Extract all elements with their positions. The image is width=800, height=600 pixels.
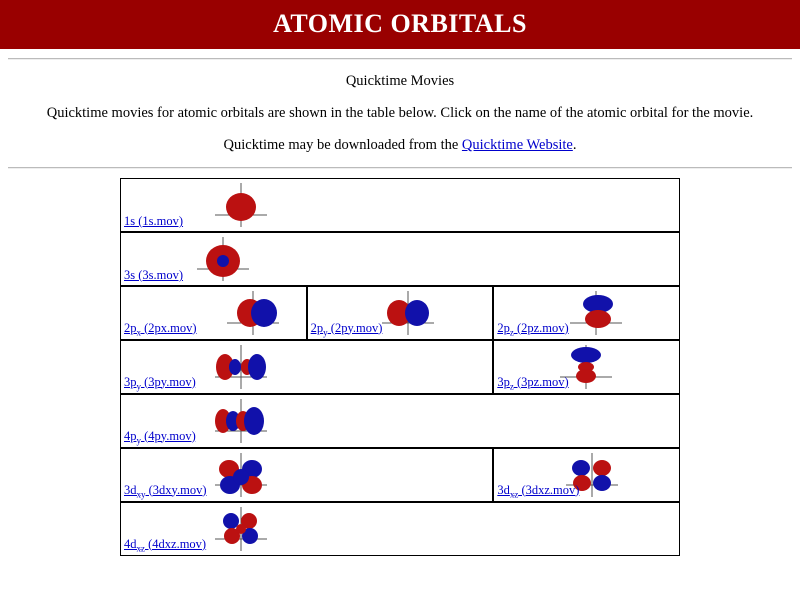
quicktime-website-link[interactable]: Quicktime Website (461, 137, 573, 154)
orbital-label-subscript: xy (136, 489, 146, 500)
orbital-table (120, 178, 680, 556)
orbital-label-base: 2p (497, 320, 510, 335)
orbital-movie-link[interactable]: 1s (1s.mov) (124, 214, 184, 229)
table-row (120, 286, 680, 340)
page-title: ATOMIC ORBITALS (0, 0, 800, 49)
orbital-movie-link[interactable] (124, 483, 207, 500)
orbital-cell-inner (121, 179, 679, 231)
orbital-label-subscript: x (136, 327, 141, 338)
table-row (120, 448, 680, 502)
table-row (120, 502, 680, 556)
orbital-cell-inner (494, 341, 679, 393)
orbital-label-base: 3p (497, 374, 510, 389)
orbital-movie-link[interactable] (124, 429, 196, 446)
orbital-label-base: 2p (124, 320, 137, 335)
intro-line-2-after: . (572, 137, 577, 154)
orbital-label-base: 3d (124, 482, 137, 497)
orbital-cell-inner (121, 449, 492, 501)
orbital-label-file: (3dxz.mov) (518, 482, 580, 497)
orbital-cell (120, 286, 307, 340)
orbital-label-subscript: z (509, 327, 514, 338)
orbital-movie-link[interactable]: 3s (3s.mov) (124, 268, 184, 283)
orbital-diagram-pz-up (556, 287, 676, 339)
divider-bottom (8, 167, 792, 169)
table-row (120, 394, 680, 448)
orbital-label-base: 2p (310, 320, 324, 335)
intro-line-1: Quicktime movies for atomic orbitals are shown in the table below. Click on the name of the atomic orbital for the movie. (46, 105, 754, 122)
table-row (120, 232, 680, 286)
orbital-movie-link[interactable] (497, 375, 568, 392)
orbital-label-subscript: y (136, 435, 141, 446)
orbital-label-base: 4d (124, 536, 137, 551)
orbital-label-subscript: y (323, 327, 328, 338)
orbital-diagram-s (201, 179, 321, 231)
orbital-label-file: (2py.mov) (327, 320, 383, 335)
intro-line-2 (0, 135, 800, 156)
orbital-cell (493, 340, 680, 394)
orbital-label-subscript: xz (136, 543, 145, 554)
orbital-cell (120, 340, 493, 394)
orbital-diagram-4px (201, 395, 321, 447)
orbital-diagram-3dxy (201, 449, 321, 501)
divider-top (8, 58, 792, 60)
orbital-label-file: (3dxy.mov) (145, 482, 207, 497)
orbital-cell-inner (121, 341, 492, 393)
orbital-cell (120, 178, 680, 232)
orbital-cell (493, 448, 680, 502)
orbital-cell (493, 286, 680, 340)
orbital-diagram-3s (183, 233, 303, 285)
orbital-movie-link[interactable] (124, 321, 197, 338)
orbital-cell (120, 394, 680, 448)
orbital-movie-link[interactable] (124, 375, 196, 392)
orbital-movie-link[interactable] (311, 321, 383, 338)
orbital-cell-inner (308, 287, 493, 339)
orbital-label-subscript: z (509, 381, 514, 392)
orbital-table-wrapper (120, 178, 680, 556)
orbital-cell-inner (121, 287, 306, 339)
intro-section (0, 71, 800, 156)
orbital-label-subscript: xz (509, 489, 519, 500)
orbital-diagram-px (368, 287, 488, 339)
orbital-cell (307, 286, 494, 340)
orbital-label-base: 3p (124, 374, 137, 389)
orbital-label-subscript: y (136, 381, 141, 392)
orbital-cell-inner (121, 395, 679, 447)
orbital-label-file: (3pz.mov) (513, 374, 569, 389)
orbital-label-file: (4dxz.mov) (145, 536, 207, 551)
orbital-label-base: 3d (497, 482, 510, 497)
orbital-movie-link[interactable] (497, 321, 568, 338)
intro-line-2-before: Quicktime may be downloaded from the (223, 137, 462, 154)
orbital-cell-inner (494, 449, 679, 501)
table-row (120, 178, 680, 232)
orbital-movie-link[interactable] (124, 537, 206, 554)
orbital-diagram-3px (201, 341, 321, 393)
orbital-label-file: (2px.mov) (141, 320, 197, 335)
orbital-diagram-4dxz (201, 503, 321, 555)
orbital-label-file: (4py.mov) (141, 428, 196, 443)
intro-heading: Quicktime Movies (345, 73, 455, 89)
orbital-cell-inner (494, 287, 679, 339)
table-row (120, 340, 680, 394)
orbital-cell (120, 448, 493, 502)
orbital-cell-inner (121, 503, 679, 555)
orbital-movie-link[interactable] (497, 483, 579, 500)
orbital-cell (120, 502, 680, 556)
orbital-cell (120, 232, 680, 286)
orbital-label-file: (3py.mov) (141, 374, 196, 389)
orbital-cell-inner (121, 233, 679, 285)
orbital-label-base: 4p (124, 428, 137, 443)
orbital-label-file: (2pz.mov) (513, 320, 569, 335)
